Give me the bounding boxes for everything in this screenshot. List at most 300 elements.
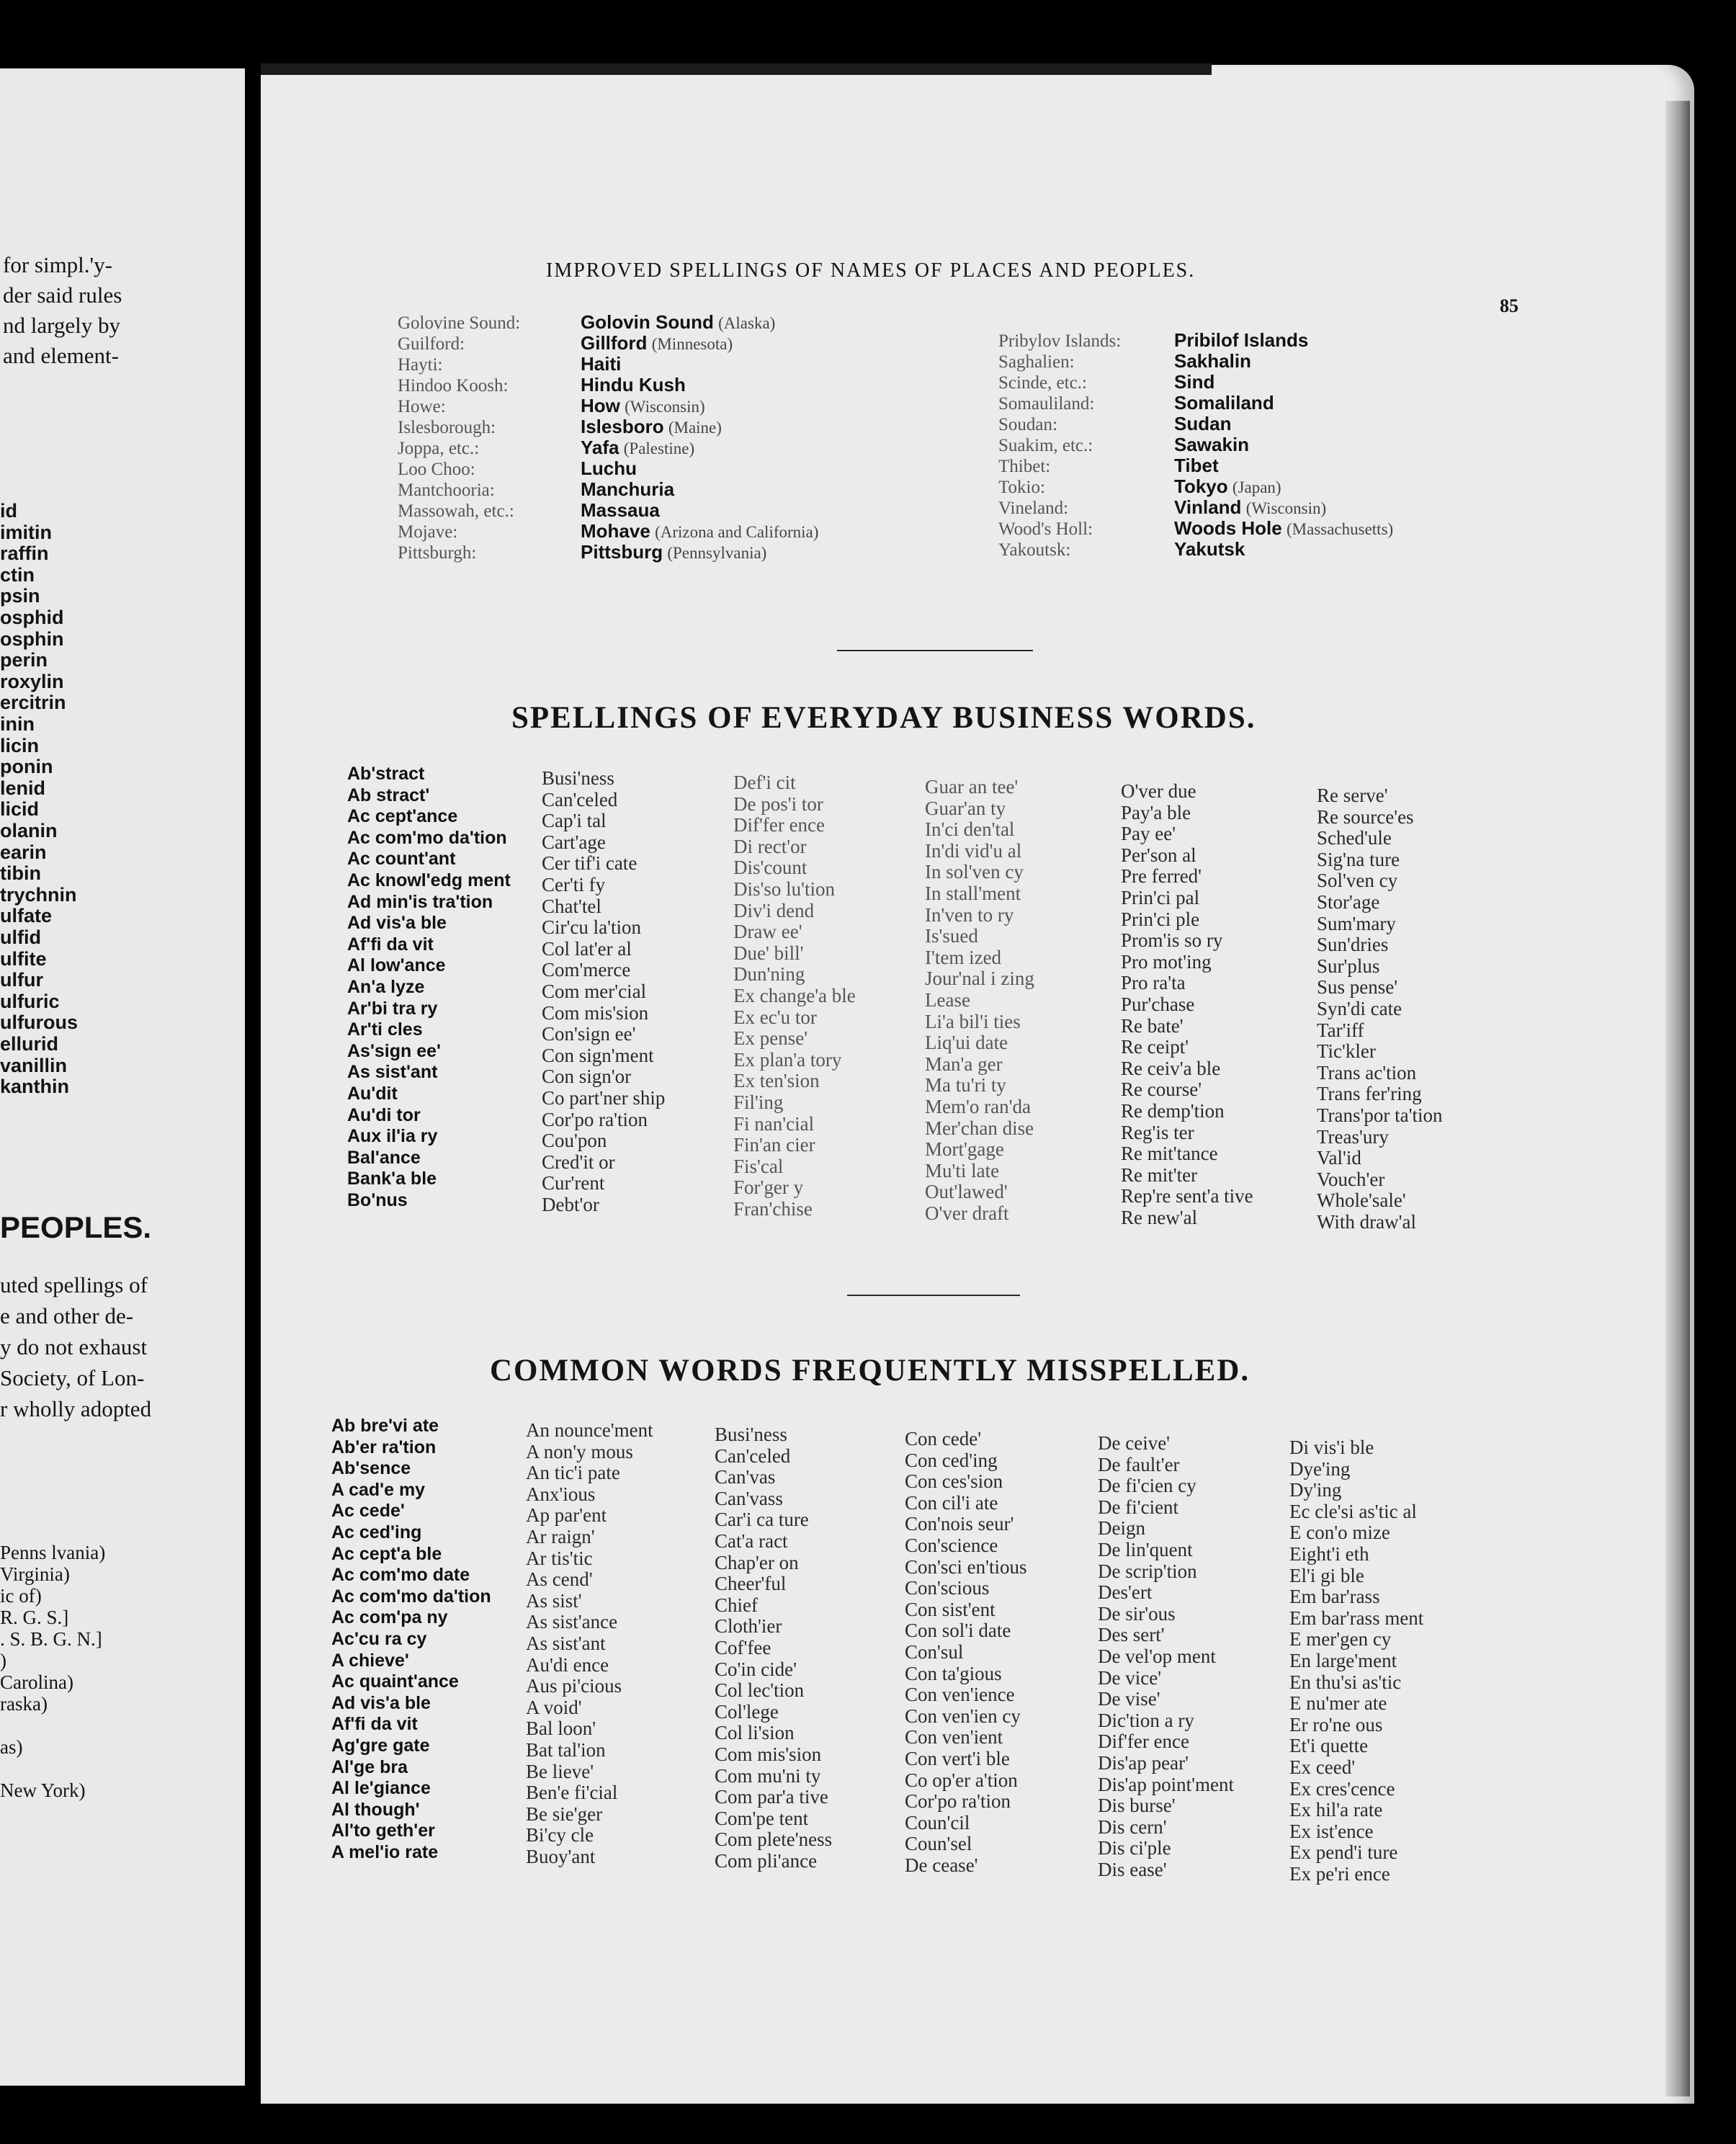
word-entry: Trans fer'ring bbox=[1317, 1083, 1422, 1105]
business-words-heading: SPELLINGS OF EVERYDAY BUSINESS WORDS. bbox=[511, 701, 1256, 735]
word-entry: Anx'ious bbox=[526, 1483, 596, 1505]
word-entry: Des'ert bbox=[1098, 1581, 1153, 1604]
word-entry: Bo'nus bbox=[347, 1189, 408, 1210]
old-spelling: Massowah, etc.: bbox=[398, 501, 514, 521]
place-note: (Wisconsin) bbox=[1245, 499, 1327, 517]
word-entry: Dif'fer ence bbox=[1098, 1730, 1190, 1753]
word-entry: Com mis'sion bbox=[715, 1743, 822, 1765]
word-entry: Re serve' bbox=[1317, 785, 1388, 806]
new-spelling: Haiti bbox=[581, 353, 622, 375]
word-entry: Val'id bbox=[1317, 1147, 1361, 1169]
word-entry: Trans'por ta'tion bbox=[1317, 1104, 1443, 1126]
place-note: (Palestine) bbox=[623, 439, 695, 457]
word-entry: Treas'ury bbox=[1317, 1125, 1389, 1148]
word-entry: Out'lawed' bbox=[925, 1181, 1008, 1203]
facing-word: earin bbox=[0, 841, 47, 863]
word-entry: A non'y mous bbox=[526, 1440, 633, 1462]
word-entry: An'a lyze bbox=[347, 976, 425, 997]
word-entry: De vice' bbox=[1098, 1666, 1162, 1689]
word-entry: Ac com'mo da'tion bbox=[347, 827, 507, 848]
word-entry: Buoy'ant bbox=[526, 1845, 596, 1867]
word-entry: Com plete'ness bbox=[715, 1828, 833, 1851]
word-entry: Dis'count bbox=[733, 857, 807, 879]
word-entry: Fis'cal bbox=[733, 1155, 784, 1177]
new-spelling: Tokyo bbox=[1174, 475, 1228, 497]
word-entry: Ex plan'a tory bbox=[733, 1048, 842, 1071]
word-entry: Coun'sel bbox=[905, 1833, 972, 1855]
word-entry: Dis burse' bbox=[1098, 1795, 1176, 1817]
word-entry: Ex pend'i ture bbox=[1289, 1841, 1398, 1864]
word-entry: Al though' bbox=[331, 1799, 420, 1820]
facing-word: licin bbox=[0, 734, 40, 756]
word-entry: Aux il'ia ry bbox=[347, 1126, 438, 1147]
new-spelling: Pribilof Islands bbox=[1174, 329, 1309, 351]
old-spelling: Islesborough: bbox=[398, 418, 496, 437]
word-entry: Li'a bil'i ties bbox=[925, 1010, 1021, 1032]
word-entry: Dy'ing bbox=[1289, 1479, 1342, 1501]
facing-word: raffin bbox=[0, 542, 49, 565]
new-spelling: Sind bbox=[1174, 371, 1215, 393]
word-entry: Guar an tee' bbox=[925, 776, 1019, 798]
word-entry: Ab'er ra'tion bbox=[331, 1437, 437, 1457]
word-entry: De vel'op ment bbox=[1098, 1645, 1216, 1667]
word-entry: Con cede' bbox=[905, 1428, 982, 1450]
facing-word: ellurid bbox=[0, 1033, 59, 1055]
place-entry bbox=[998, 330, 1393, 351]
word-entry: Des sert' bbox=[1098, 1624, 1165, 1646]
word-entry: An nounce'ment bbox=[526, 1419, 653, 1441]
word-entry: Re source'es bbox=[1317, 805, 1414, 828]
word-entry: As cend' bbox=[526, 1568, 593, 1591]
word-entry: With draw'al bbox=[1317, 1210, 1416, 1233]
word-entry: Al low'ance bbox=[347, 955, 446, 976]
word-entry: Dis ci'ple bbox=[1098, 1837, 1171, 1859]
facing-paragraph-line: e and other de- bbox=[0, 1303, 134, 1328]
place-note: (Minnesota) bbox=[651, 335, 733, 353]
word-entry: Con cil'i ate bbox=[905, 1491, 998, 1514]
facing-note: as) bbox=[0, 1736, 23, 1758]
word-entry: Def'i cit bbox=[733, 772, 796, 793]
word-entry: A chieve' bbox=[331, 1650, 409, 1671]
place-entry bbox=[398, 312, 818, 333]
facing-text-line: and element- bbox=[3, 343, 119, 368]
place-entry bbox=[998, 372, 1393, 393]
new-spelling: Yakutsk bbox=[1174, 538, 1245, 560]
word-entry: Ac cept'a ble bbox=[331, 1543, 442, 1564]
word-entry: Re course' bbox=[1121, 1078, 1202, 1101]
word-entry: Ar'bi tra ry bbox=[347, 998, 438, 1019]
word-entry: Cloth'ier bbox=[715, 1615, 782, 1638]
word-entry: E con'o mize bbox=[1289, 1522, 1390, 1544]
word-entry: Com'merce bbox=[542, 959, 631, 981]
word-entry: Cou'pon bbox=[542, 1130, 607, 1152]
word-entry: En thu'si as'tic bbox=[1289, 1671, 1402, 1693]
old-spelling: Pribylov Islands: bbox=[998, 331, 1122, 351]
word-entry: Cof'fee bbox=[715, 1636, 771, 1658]
facing-note: Carolina) bbox=[0, 1671, 73, 1693]
facing-note: Virginia) bbox=[0, 1563, 70, 1585]
old-spelling: Thibet: bbox=[998, 457, 1051, 476]
old-spelling: Somauliland: bbox=[998, 394, 1095, 414]
word-entry: Ec cle'si as'tic al bbox=[1289, 1500, 1417, 1522]
place-entry bbox=[398, 458, 818, 479]
word-entry: Ex ten'sion bbox=[733, 1070, 820, 1092]
new-spelling: Woods Hole bbox=[1174, 517, 1282, 539]
place-note: (Arizona and California) bbox=[655, 523, 819, 541]
word-entry: Con sol'i date bbox=[905, 1620, 1011, 1642]
old-spelling: Golovine Sound: bbox=[398, 313, 521, 333]
place-entry bbox=[398, 542, 818, 563]
word-entry: Con'sign ee' bbox=[542, 1023, 636, 1045]
facing-word: ulfate bbox=[0, 905, 53, 927]
word-entry: Com'pe tent bbox=[715, 1807, 809, 1829]
new-spelling: Vinland bbox=[1174, 496, 1242, 518]
word-entry: Ac com'mo da'tion bbox=[331, 1586, 491, 1607]
word-entry: Al'ge bra bbox=[331, 1756, 408, 1777]
word-entry: Re new'al bbox=[1121, 1206, 1198, 1228]
word-entry: In'di vid'u al bbox=[925, 839, 1022, 862]
word-entry: Col lat'er al bbox=[542, 937, 632, 960]
word-entry: Aus pi'cious bbox=[526, 1675, 622, 1697]
word-entry: Con vert'i ble bbox=[905, 1747, 1010, 1769]
word-entry: Dun'ning bbox=[733, 963, 805, 986]
word-entry: Busi'ness bbox=[542, 767, 614, 789]
word-entry: As sist'ant bbox=[347, 1062, 438, 1083]
word-entry: Ben'e fi'cial bbox=[526, 1782, 618, 1804]
place-entry bbox=[398, 333, 818, 354]
page-top-shadow bbox=[261, 63, 1212, 75]
word-entry: Au'di tor bbox=[347, 1104, 421, 1125]
old-spelling: Wood's Holl: bbox=[998, 519, 1093, 539]
place-entry bbox=[998, 414, 1393, 434]
facing-word: ulfur bbox=[0, 969, 43, 991]
word-entry: Con'nois seur' bbox=[905, 1513, 1014, 1535]
word-entry: E nu'mer ate bbox=[1289, 1692, 1387, 1715]
facing-word: licid bbox=[0, 798, 40, 821]
place-entry bbox=[998, 455, 1393, 476]
word-entry: Ac knowl'edg ment bbox=[347, 870, 511, 890]
word-entry: De fault'er bbox=[1098, 1453, 1180, 1475]
word-entry: Cart'age bbox=[542, 831, 606, 853]
word-entry: Deign bbox=[1098, 1517, 1145, 1540]
word-entry: Com pli'ance bbox=[715, 1849, 818, 1872]
new-spelling: Pittsburg bbox=[581, 541, 663, 563]
word-entry: Pro ra'ta bbox=[1121, 972, 1186, 994]
facing-paragraph-line: Society, of Lon- bbox=[0, 1365, 145, 1390]
word-entry: As sist' bbox=[526, 1589, 582, 1612]
new-spelling: Luchu bbox=[581, 457, 637, 479]
word-entry: Mort'gage bbox=[925, 1138, 1004, 1161]
word-entry: Can'vas bbox=[715, 1466, 776, 1488]
word-entry: Ac cede' bbox=[331, 1501, 405, 1522]
word-entry: Sus pense' bbox=[1317, 976, 1398, 999]
word-entry: Dye'ing bbox=[1289, 1457, 1351, 1480]
word-entry: Stor'age bbox=[1317, 890, 1380, 913]
place-entry bbox=[398, 375, 818, 396]
word-entry: Cheer'ful bbox=[715, 1573, 787, 1595]
word-entry: Syn'di cate bbox=[1317, 997, 1402, 1019]
word-entry: Af'fi da vit bbox=[331, 1714, 418, 1735]
word-entry: Sun'dries bbox=[1317, 934, 1389, 956]
word-entry: Con sist'ent bbox=[905, 1598, 995, 1620]
word-entry: As sist'ant bbox=[526, 1632, 606, 1654]
old-spelling: Guilford: bbox=[398, 334, 465, 354]
word-entry: Debt'or bbox=[542, 1193, 599, 1215]
facing-word: osphin bbox=[0, 627, 64, 650]
word-entry: Cor'po ra'tion bbox=[905, 1790, 1011, 1813]
facing-text-line: nd largely by bbox=[3, 313, 121, 338]
word-entry: Div'i dend bbox=[733, 899, 815, 921]
old-spelling: Pittsburgh: bbox=[398, 543, 477, 563]
word-entry: Can'celed bbox=[542, 788, 618, 810]
word-entry: Fil'ing bbox=[733, 1091, 784, 1113]
word-entry: Busi'ness bbox=[715, 1424, 787, 1445]
facing-word: olanin bbox=[0, 820, 58, 841]
word-entry: Tar'iff bbox=[1317, 1019, 1364, 1041]
word-entry: Fi nan'cial bbox=[733, 1112, 815, 1135]
facing-paragraph-line: y do not exhaust bbox=[0, 1334, 148, 1359]
place-entry bbox=[998, 393, 1393, 414]
place-note: (Massachusetts) bbox=[1287, 520, 1394, 538]
word-column bbox=[347, 764, 511, 1211]
old-spelling: Hindoo Koosh: bbox=[398, 376, 509, 396]
word-entry: Ar tis'tic bbox=[526, 1547, 593, 1569]
word-entry: Ac com'pa ny bbox=[331, 1607, 448, 1628]
word-entry: Is'sued bbox=[925, 925, 978, 947]
word-entry: Sol'ven cy bbox=[1317, 870, 1398, 892]
page-number: 85 bbox=[1500, 295, 1518, 316]
word-entry: In stall'ment bbox=[925, 882, 1021, 904]
word-entry: Af'fi da vit bbox=[347, 934, 434, 955]
word-entry: Ar'ti cles bbox=[347, 1019, 423, 1040]
word-entry: Ac quaint'ance bbox=[331, 1671, 459, 1692]
word-entry: Col lec'tion bbox=[715, 1679, 805, 1702]
new-spelling: Massaua bbox=[581, 499, 660, 521]
word-entry: Prom'is so ry bbox=[1121, 929, 1223, 952]
word-entry: As sist'ance bbox=[526, 1611, 618, 1633]
common-words-heading: COMMON WORDS FREQUENTLY MISSPELLED. bbox=[490, 1354, 1250, 1388]
place-entry bbox=[398, 354, 818, 375]
word-entry: Cur'rent bbox=[542, 1172, 605, 1194]
word-entry: Ac com'mo date bbox=[331, 1565, 470, 1586]
word-column bbox=[331, 1416, 491, 1863]
word-entry: Cir'cu la'tion bbox=[542, 916, 641, 939]
word-entry: Prin'ci ple bbox=[1121, 908, 1200, 930]
word-entry: Prin'ci pal bbox=[1121, 886, 1200, 908]
word-entry: Em bar'rass ment bbox=[1289, 1607, 1424, 1629]
new-spelling: Sudan bbox=[1174, 413, 1232, 434]
facing-word: id bbox=[0, 500, 17, 522]
facing-note: ic of) bbox=[0, 1585, 42, 1607]
place-entry bbox=[998, 476, 1393, 497]
word-column bbox=[1121, 781, 1253, 1228]
word-entry: Bal loon' bbox=[526, 1718, 596, 1740]
word-entry: Con ta'gious bbox=[905, 1662, 1002, 1684]
facing-word: ulfid bbox=[0, 926, 41, 948]
word-entry: Bal'ance bbox=[347, 1147, 421, 1168]
facing-note: . S. B. G. N.] bbox=[0, 1628, 102, 1650]
word-entry: Sur'plus bbox=[1317, 955, 1380, 977]
word-entry: Chap'er on bbox=[715, 1551, 799, 1573]
word-entry: Con ven'ien cy bbox=[905, 1705, 1021, 1727]
word-entry: Re demp'tion bbox=[1121, 1099, 1225, 1122]
word-entry: E mer'gen cy bbox=[1289, 1628, 1392, 1651]
place-entry bbox=[398, 521, 818, 542]
divider bbox=[847, 1295, 1020, 1296]
word-entry: Dis ease' bbox=[1098, 1858, 1167, 1880]
word-entry: Co op'er a'tion bbox=[905, 1769, 1018, 1791]
word-entry: Reg'is ter bbox=[1121, 1121, 1194, 1143]
facing-word: ercitrin bbox=[0, 692, 66, 714]
word-entry: Be sie'ger bbox=[526, 1803, 603, 1825]
word-entry: Cap'i tal bbox=[542, 810, 607, 832]
word-entry: Con'science bbox=[905, 1534, 998, 1556]
word-entry: Con'scious bbox=[905, 1577, 990, 1599]
word-entry: Ex cres'cence bbox=[1289, 1777, 1395, 1800]
word-entry: Ac'cu ra cy bbox=[331, 1628, 427, 1649]
place-entry bbox=[398, 500, 818, 521]
word-entry: De ceive' bbox=[1098, 1432, 1171, 1454]
word-entry: Re ceiv'a ble bbox=[1121, 1057, 1221, 1079]
place-note: (Maine) bbox=[668, 419, 722, 437]
facing-word: tibin bbox=[0, 862, 41, 885]
word-entry: Ac cept'ance bbox=[347, 806, 458, 827]
word-column bbox=[542, 768, 665, 1215]
word-entry: Em bar'rass bbox=[1289, 1586, 1380, 1608]
place-entry bbox=[398, 479, 818, 500]
word-entry: Chat'tel bbox=[542, 895, 601, 917]
facing-word: ctin bbox=[0, 563, 35, 586]
word-entry: For'ger y bbox=[733, 1176, 804, 1199]
word-entry: Dif'fer ence bbox=[733, 814, 826, 836]
word-entry: Er ro'ne ous bbox=[1289, 1713, 1383, 1736]
word-entry: Con sign'or bbox=[542, 1066, 632, 1088]
facing-word: imitin bbox=[0, 521, 52, 543]
word-entry: Tic'kler bbox=[1317, 1040, 1376, 1063]
facing-word: perin bbox=[0, 649, 48, 671]
word-entry: Sum'mary bbox=[1317, 912, 1396, 934]
word-entry: Ab'sence bbox=[331, 1458, 411, 1479]
word-entry: Ma tu'ri ty bbox=[925, 1074, 1006, 1096]
word-entry: Bank'a ble bbox=[347, 1169, 437, 1189]
word-column bbox=[925, 777, 1034, 1224]
word-entry: Fin'an cier bbox=[733, 1134, 815, 1156]
word-column bbox=[905, 1429, 1026, 1876]
word-entry: Ex pense' bbox=[733, 1027, 808, 1050]
word-entry: Ex ec'u tor bbox=[733, 1006, 817, 1028]
word-entry: Con ven'ient bbox=[905, 1726, 1003, 1748]
word-entry: El'i gi ble bbox=[1289, 1564, 1364, 1586]
word-entry: De fi'cient bbox=[1098, 1496, 1179, 1518]
word-entry: Ex pe'ri ence bbox=[1289, 1862, 1390, 1885]
old-spelling: Loo Choo: bbox=[398, 460, 475, 479]
word-entry: Pay ee' bbox=[1121, 823, 1176, 845]
word-entry: Pro mot'ing bbox=[1121, 950, 1212, 973]
word-entry: Ab stract' bbox=[347, 785, 430, 805]
book-gutter bbox=[245, 0, 261, 2144]
word-entry: Liq'ui date bbox=[925, 1032, 1008, 1054]
word-entry: Con'sci en'tious bbox=[905, 1555, 1027, 1578]
word-entry: Ad vis'a ble bbox=[347, 913, 447, 934]
word-entry: Chief bbox=[715, 1594, 758, 1616]
place-note: (Pennsylvania) bbox=[667, 544, 767, 562]
word-entry: Com mu'ni ty bbox=[715, 1764, 821, 1787]
word-entry: Bi'cy cle bbox=[526, 1824, 594, 1846]
word-entry: Be lieve' bbox=[526, 1760, 594, 1782]
word-entry: Ag'gre gate bbox=[331, 1735, 430, 1756]
facing-note: Penns lvania) bbox=[0, 1542, 106, 1563]
facing-paragraph-line: uted spellings of bbox=[0, 1272, 148, 1297]
word-entry: Re bate' bbox=[1121, 1014, 1184, 1037]
word-entry: Con ces'sion bbox=[905, 1470, 1003, 1493]
word-entry: Coun'cil bbox=[905, 1811, 970, 1833]
word-entry: De pos'i tor bbox=[733, 792, 823, 815]
word-entry: Car'i ca ture bbox=[715, 1509, 809, 1531]
word-entry: Al le'giance bbox=[331, 1778, 431, 1799]
word-entry: Mem'o ran'da bbox=[925, 1095, 1031, 1117]
place-entry bbox=[998, 518, 1393, 539]
facing-word: vanillin bbox=[0, 1054, 68, 1076]
facing-note: New York) bbox=[0, 1779, 86, 1801]
place-entry bbox=[398, 437, 818, 458]
word-entry: Au'dit bbox=[347, 1083, 398, 1104]
place-entry bbox=[998, 539, 1393, 560]
word-entry: Con sign'ment bbox=[542, 1044, 654, 1066]
page-running-title: IMPROVED SPELLINGS OF NAMES OF PLACES AND PEOPLES. bbox=[546, 259, 1196, 282]
word-entry: Di vis'i ble bbox=[1289, 1437, 1374, 1458]
facing-heading: PEOPLES. bbox=[0, 1210, 152, 1244]
word-entry: Com mis'sion bbox=[542, 1001, 649, 1024]
old-spelling: Howe: bbox=[398, 397, 446, 416]
word-entry: Co'in cide' bbox=[715, 1658, 797, 1680]
new-spelling: Sakhalin bbox=[1174, 350, 1251, 372]
facing-text-line: for simpl.'y- bbox=[3, 252, 112, 277]
word-entry: Ar raign' bbox=[526, 1525, 595, 1547]
old-spelling: Scinde, etc.: bbox=[998, 373, 1087, 393]
word-entry: Col'lege bbox=[715, 1700, 779, 1723]
word-entry: Com mer'cial bbox=[542, 980, 647, 1002]
word-entry: Cer tif'i cate bbox=[542, 852, 637, 875]
word-column bbox=[733, 772, 856, 1220]
word-entry: Re mit'ter bbox=[1121, 1163, 1198, 1186]
word-entry: Sig'na ture bbox=[1317, 848, 1400, 870]
word-entry: O'ver draft bbox=[925, 1202, 1009, 1224]
new-spelling: How bbox=[581, 395, 620, 416]
word-entry: Ac count'ant bbox=[347, 849, 456, 870]
old-spelling: Mojave: bbox=[398, 522, 458, 542]
facing-word: inin bbox=[0, 713, 35, 735]
divider bbox=[837, 650, 1033, 651]
facing-word: psin bbox=[0, 585, 40, 607]
word-entry: A void' bbox=[526, 1696, 582, 1718]
word-column bbox=[1317, 785, 1443, 1233]
word-entry: Ac ced'ing bbox=[331, 1522, 422, 1542]
page-edge bbox=[1665, 101, 1690, 2096]
word-entry: Pur'chase bbox=[1121, 993, 1195, 1015]
facing-paragraph-line: r wholly adopted bbox=[0, 1396, 152, 1421]
facing-note: ) bbox=[0, 1650, 6, 1671]
new-spelling: Manchuria bbox=[581, 478, 675, 500]
word-entry: I'tem ized bbox=[925, 946, 1002, 968]
old-spelling: Yakoutsk: bbox=[998, 540, 1071, 560]
word-entry: Can'vass bbox=[715, 1487, 783, 1509]
word-entry: Ex hil'a rate bbox=[1289, 1799, 1383, 1821]
old-spelling: Saghalien: bbox=[998, 352, 1075, 372]
old-spelling: Hayti: bbox=[398, 355, 443, 375]
facing-note: R. G. S.] bbox=[0, 1607, 69, 1628]
word-entry: In sol'ven cy bbox=[925, 861, 1024, 883]
word-entry: Trans ac'tion bbox=[1317, 1061, 1417, 1084]
